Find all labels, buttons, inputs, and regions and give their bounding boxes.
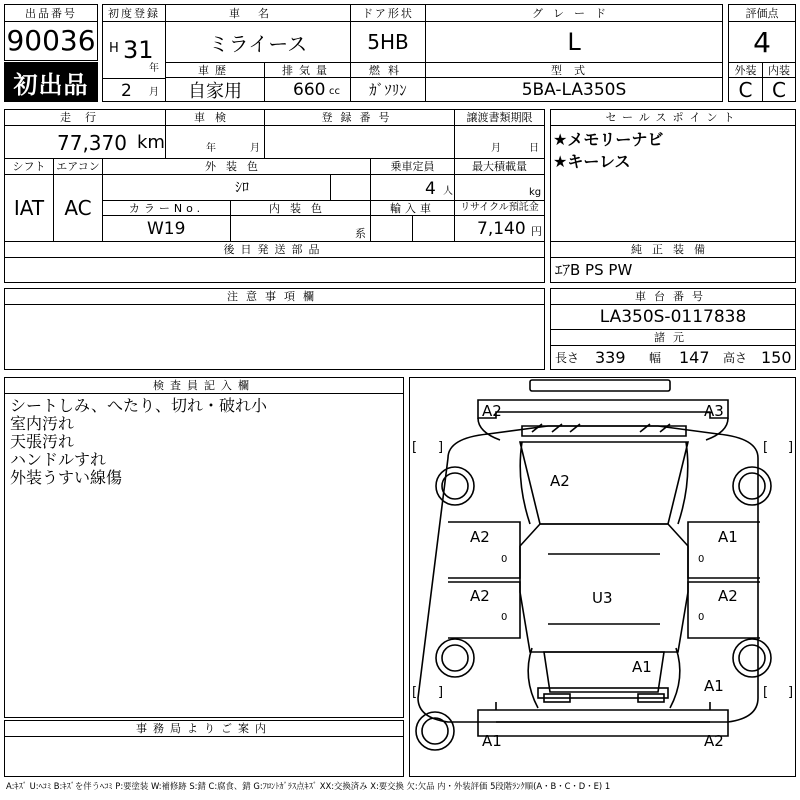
- mark-front-right: A3: [704, 402, 724, 420]
- history-box: [165, 77, 265, 102]
- bracket-fr-close: ]: [788, 440, 794, 455]
- zero-front-left: 0: [501, 554, 508, 565]
- sales-point-2: ★キーレス: [553, 152, 631, 171]
- inspector-line-2: 室内汚れ: [10, 414, 75, 433]
- dims-label: 諸元: [550, 329, 796, 346]
- load-label: 最大積載量: [454, 158, 545, 175]
- notes-box: [4, 304, 545, 370]
- length: 339: [595, 348, 626, 367]
- recycle-label: リサイクル預託金: [454, 200, 545, 216]
- capacity-label: 乗車定員: [370, 158, 455, 175]
- car-name-box: [165, 21, 351, 63]
- color-no-label: カラーNo.: [102, 200, 231, 216]
- history-label: 車歴: [165, 62, 265, 78]
- width: 147: [679, 348, 710, 367]
- displacement-label: 排気量: [264, 62, 351, 78]
- mark-rear-glass: A1: [632, 658, 652, 676]
- capacity-box: [370, 174, 455, 201]
- mileage: 77,370: [57, 131, 127, 155]
- transfer-day: 日: [529, 143, 539, 154]
- bracket-rl-open: [: [412, 685, 418, 700]
- zero-rear-left: 0: [501, 612, 508, 623]
- ext-score-box: [728, 77, 763, 102]
- reg-month: 2: [121, 81, 132, 101]
- mark-bonnet: A2: [550, 472, 570, 490]
- sales-point-1: ★メモリーナビ: [553, 130, 664, 149]
- score-label: 評価点: [728, 4, 796, 22]
- ac-label: エアコン: [53, 158, 103, 175]
- displacement-unit: cc: [329, 86, 340, 97]
- mark-front-door-right: A1: [718, 528, 738, 546]
- score: 4: [753, 25, 771, 59]
- inspector-line-1: シートしみ、へたり、切れ・破れ小: [10, 396, 267, 415]
- insp-month-unit: 月: [250, 143, 260, 154]
- shift: IAT: [13, 196, 45, 220]
- int-color-label: 内装色: [230, 200, 371, 216]
- mark-rear-door-right: A2: [718, 587, 738, 605]
- ext-color: ｼﾛ: [235, 180, 249, 196]
- shift-box: [4, 174, 54, 242]
- inspector-line-5: 外装うすい線傷: [10, 468, 123, 487]
- month-unit: 月: [149, 87, 159, 98]
- mileage-box: [4, 125, 166, 159]
- mark-front-door-left: A2: [470, 528, 490, 546]
- equipment: ｴｱB PS PW: [555, 261, 633, 279]
- score-box: [728, 21, 796, 63]
- fuel-label: 燃料: [350, 62, 426, 78]
- mark-rear-left: A1: [482, 732, 502, 750]
- int-color-unit: 系: [355, 227, 366, 240]
- fuel: ｶﾞｿﾘﾝ: [369, 81, 407, 99]
- inspector-line-4: ハンドルすれ: [10, 450, 107, 469]
- bracket-rr-open: [: [763, 685, 769, 700]
- zero-rear-right: 0: [698, 612, 705, 623]
- bracket-rr-close: ]: [788, 685, 794, 700]
- model: 5BA-LA350S: [521, 79, 627, 100]
- model-label: 型式: [425, 62, 723, 78]
- zero-front-right: 0: [698, 554, 705, 565]
- car-diagram: [409, 377, 796, 777]
- ac-box: [53, 174, 103, 242]
- bracket-fl-open: [: [412, 440, 418, 455]
- notes-label: 注意事項欄: [4, 288, 545, 305]
- equipment-box: [550, 257, 796, 283]
- import-box-b: [412, 215, 455, 242]
- lot-no-box: [4, 21, 98, 61]
- height: 150: [761, 348, 792, 367]
- chassis-number: LA350S-0117838: [599, 307, 747, 327]
- model-box: [425, 77, 723, 102]
- first-reg-month-box: [102, 78, 166, 102]
- bracket-fl-close: ]: [438, 440, 444, 455]
- office-label: 事務局よりご案内: [4, 720, 404, 737]
- reg-no-box: [264, 125, 455, 159]
- reg-year: 31: [123, 36, 154, 64]
- int-score: C: [772, 77, 786, 102]
- inspector-line-3: 天張汚れ: [10, 432, 75, 451]
- door-label: ドア形状: [350, 4, 426, 22]
- equipment-label: 純正装備: [550, 241, 796, 258]
- insp-year-unit: 年: [206, 143, 216, 154]
- reg-no-label: 登録番号: [264, 109, 455, 126]
- era: H: [109, 41, 119, 56]
- year-unit: 年: [149, 63, 159, 74]
- car-outline-svg: [410, 378, 796, 777]
- door-box: [350, 21, 426, 63]
- mileage-unit: km: [137, 132, 165, 153]
- inspection-box: [165, 125, 265, 159]
- length-label: 長さ: [555, 351, 580, 365]
- load-box: [454, 174, 545, 201]
- mark-rear-right: A2: [704, 732, 724, 750]
- ext-color-box: [102, 174, 331, 201]
- inspection-label: 車検: [165, 109, 265, 126]
- bracket-fr-open: [: [763, 440, 769, 455]
- lot-no-label: 出品番号: [4, 4, 98, 22]
- fuel-box: [350, 77, 426, 102]
- ext-score: C: [738, 77, 753, 102]
- mark-rear-quarter-right: A1: [704, 677, 724, 695]
- legend: A:ｷｽﾞ U:ﾍｺﾐ B:ｷｽﾞを伴うﾍｺﾐ P:要塗装 W:補修跡 S:錆 C:腐食、錆 G:ﾌﾛﾝﾄｶﾞﾗｽ点ｷｽﾞ XX:交換済み X:要交換 欠:欠品 内・外装評価 5段階ﾗﾝｸ順(A・B・C・D・E) 1: [6, 781, 611, 791]
- transfer-box: [454, 125, 545, 159]
- car-name: ミライース: [208, 31, 308, 56]
- capacity-unit: 人: [443, 186, 453, 197]
- displacement: 660: [293, 80, 326, 100]
- load-unit: kg: [529, 187, 542, 198]
- office-box: [4, 736, 404, 777]
- later-parts-label: 後日発送部品: [4, 241, 545, 258]
- width-label: 幅: [649, 351, 662, 365]
- color-no-box: [102, 215, 231, 242]
- mark-rear-door-left: A2: [470, 587, 490, 605]
- first-listing-badge: [4, 62, 98, 102]
- shift-label: シフト: [4, 158, 54, 175]
- height-label: 高さ: [723, 351, 748, 365]
- recycle-unit: 円: [531, 225, 542, 238]
- ext-color-label: 外装色: [102, 158, 371, 175]
- sales-box: [550, 125, 796, 242]
- inspector-label: 検査員記入欄: [4, 377, 404, 394]
- color-no: W19: [147, 219, 186, 239]
- import-box-a: [370, 215, 413, 242]
- first-reg-label: 初度登録: [102, 4, 166, 22]
- mark-front-left: A2: [482, 402, 502, 420]
- car-name-label: 車名: [165, 4, 351, 22]
- first-listing-text: 初出品: [13, 70, 89, 99]
- recycle-box: [454, 215, 545, 242]
- later-parts-box: [4, 257, 545, 283]
- first-reg-year-box: [102, 21, 166, 79]
- history: 自家用: [188, 80, 242, 102]
- grade-label: グレード: [425, 4, 723, 22]
- sales-label: セールスポイント: [550, 109, 796, 126]
- mileage-label: 走行: [4, 109, 166, 126]
- capacity: 4: [425, 179, 436, 199]
- grade-box: [425, 21, 723, 63]
- ext-label: 外装: [728, 62, 763, 78]
- lot-no: 90036: [6, 24, 96, 57]
- int-color-box: [230, 215, 371, 242]
- bracket-rl-close: ]: [438, 685, 444, 700]
- inspector-box: [4, 393, 404, 718]
- recycle: 7,140: [477, 219, 526, 239]
- int-label: 内装: [762, 62, 796, 78]
- chassis-box: [550, 304, 796, 330]
- transfer-label: 譲渡書類期限: [454, 109, 545, 126]
- int-score-box: [762, 77, 796, 102]
- ext-color-extra-box: [330, 174, 371, 201]
- grade: L: [567, 28, 581, 56]
- door: 5HB: [367, 30, 409, 54]
- import-label: 輸入車: [370, 200, 455, 216]
- transfer-month: 月: [491, 143, 501, 154]
- chassis-label: 車台番号: [550, 288, 796, 305]
- mark-roof: U3: [592, 589, 613, 607]
- ac: AC: [64, 196, 92, 220]
- dims-box: [550, 345, 796, 370]
- displacement-box: [264, 77, 351, 102]
